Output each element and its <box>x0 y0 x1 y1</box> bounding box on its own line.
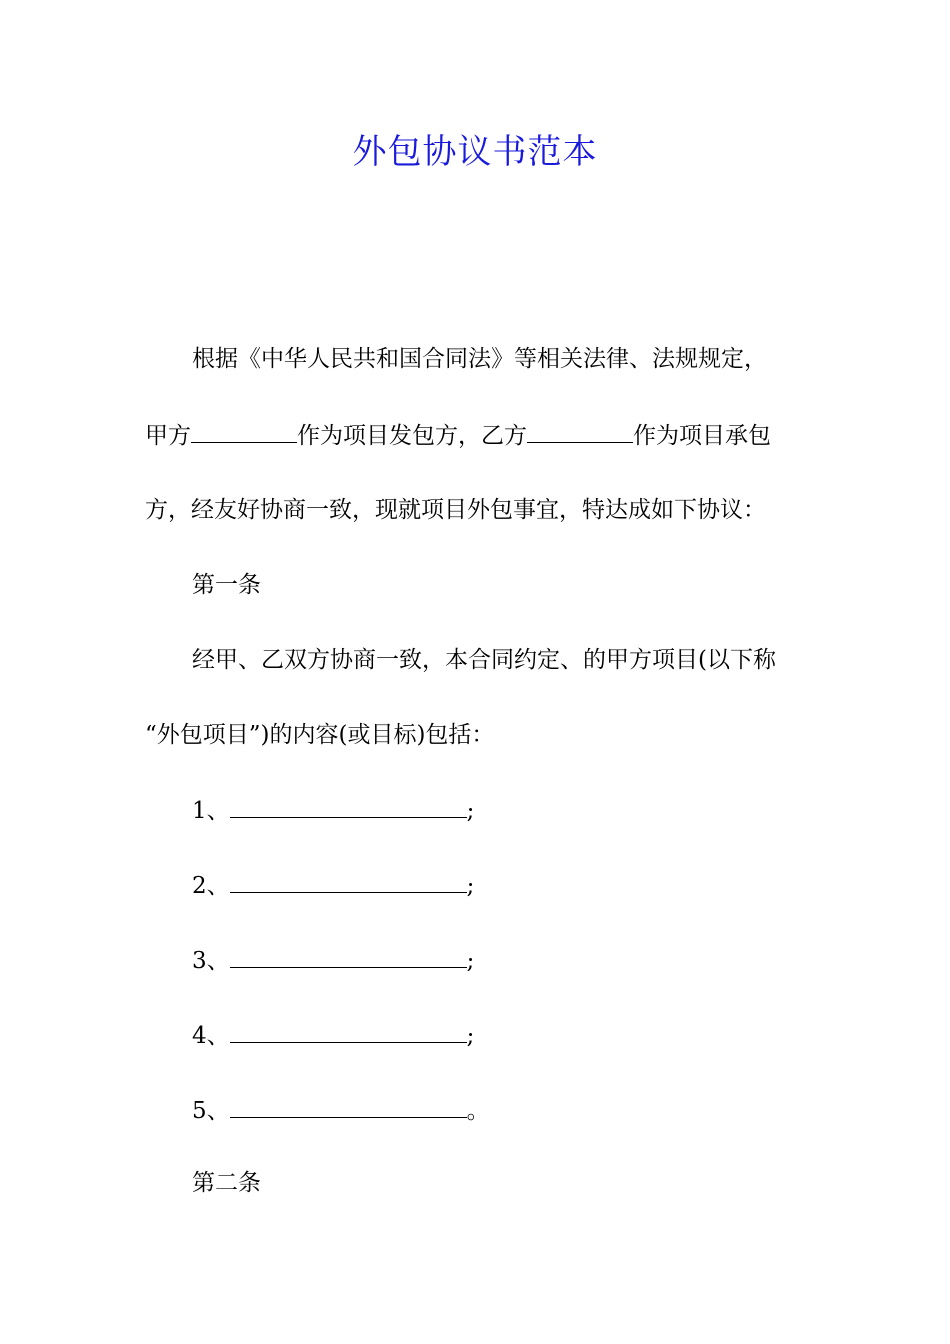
list-item <box>192 945 474 976</box>
intro-line-2 <box>145 420 771 451</box>
article-2-heading: 第二条 <box>192 1170 261 1196</box>
party-a-label: 甲方 <box>145 423 191 449</box>
intro-line-1: 根据《中华人民共和国合同法》等相关法律、法规规定， <box>192 346 767 372</box>
article-1-heading: 第一条 <box>192 572 261 598</box>
list-item-blank[interactable] <box>230 795 467 818</box>
list-item-number: 5、 <box>192 1098 230 1124</box>
list-item-end: 。 <box>466 1098 490 1124</box>
list-item-number: 4、 <box>192 1023 230 1049</box>
list-item-blank[interactable] <box>230 945 467 968</box>
list-item <box>192 795 474 826</box>
list-item-number: 3、 <box>192 948 230 974</box>
list-item-number: 1、 <box>192 798 230 824</box>
party-a-blank[interactable] <box>191 420 297 443</box>
list-item <box>192 1095 490 1126</box>
list-item-blank[interactable] <box>230 870 467 893</box>
intro-line-3: 方，经友好协商一致，现就项目外包事宜，特达成如下协议： <box>145 497 766 523</box>
article-1-line-2: “外包项目”)的内容(或目标)包括： <box>145 722 495 748</box>
intro-line-2-middle: 作为项目发包方，乙方 <box>297 423 527 449</box>
list-item-end: ; <box>466 873 475 899</box>
list-item-end: ; <box>466 1023 475 1049</box>
party-b-blank[interactable] <box>527 420 633 443</box>
list-item-blank[interactable] <box>230 1095 467 1118</box>
list-item-end: ; <box>466 948 475 974</box>
intro-line-2-end: 作为项目承包 <box>633 423 771 449</box>
list-item-blank[interactable] <box>230 1020 467 1043</box>
document-title: 外包协议书范本 <box>352 132 598 172</box>
list-item <box>192 870 474 901</box>
list-item <box>192 1020 474 1051</box>
article-1-line-1: 经甲、乙双方协商一致，本合同约定、的甲方项目(以下称 <box>192 647 776 673</box>
list-item-end: ; <box>466 798 475 824</box>
list-item-number: 2、 <box>192 873 230 899</box>
